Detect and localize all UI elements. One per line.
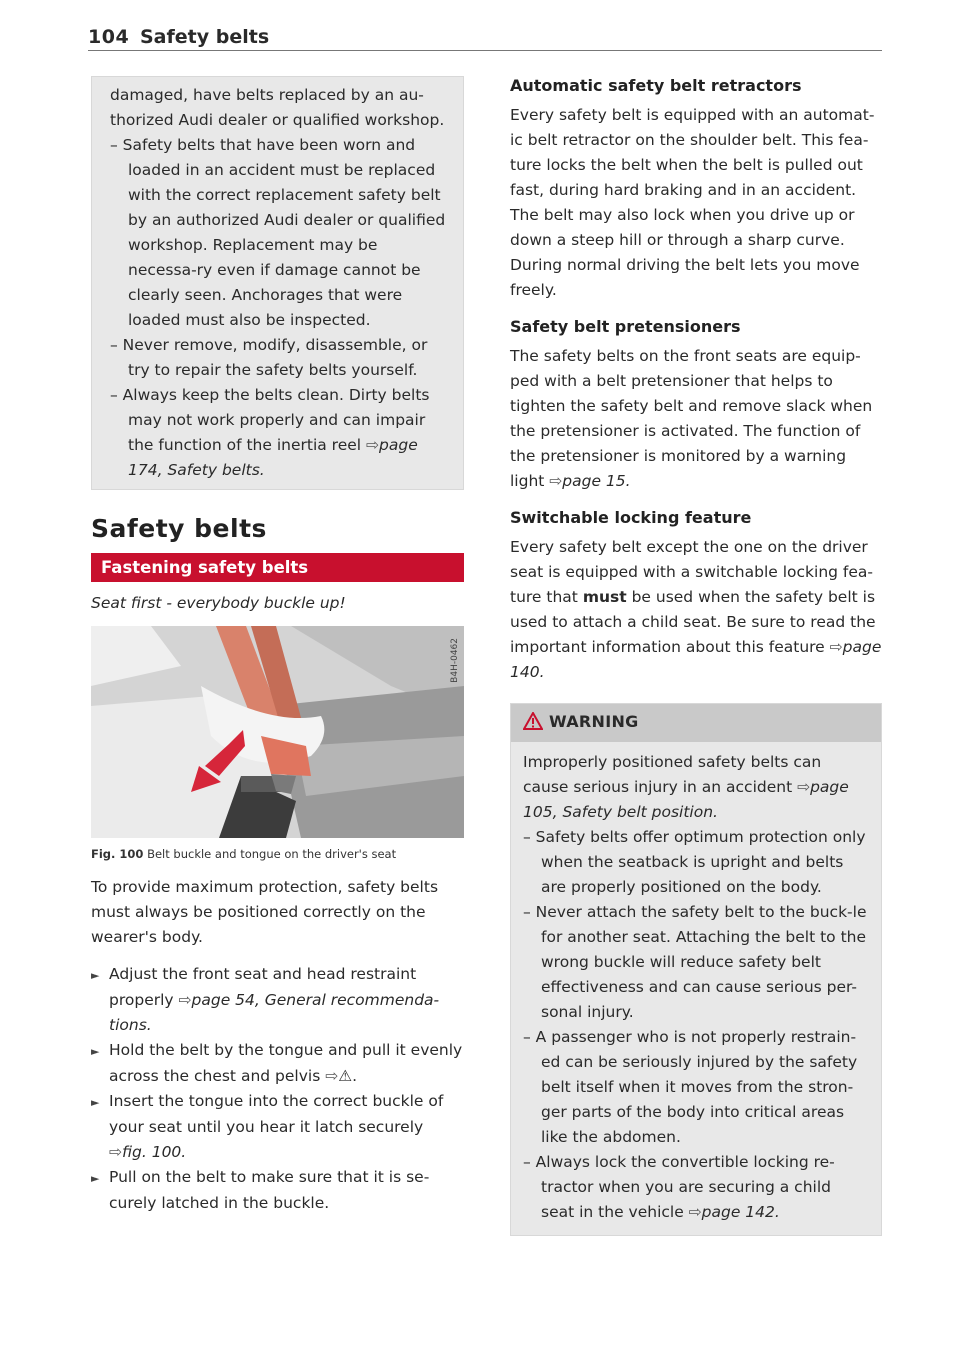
warning-page-link[interactable]: page 142. bbox=[701, 1203, 780, 1221]
figure-caption bbox=[91, 847, 464, 861]
warning-item: – Safety belts offer optimum protection only when the seatback is upright and belts are properly positioned on the body. bbox=[523, 828, 866, 896]
instruction-step: ► Insert the tongue into the correct buckle of your seat until you hear it latch securely ⇨fig. 100. bbox=[91, 1092, 444, 1161]
box-page-link[interactable]: page 174, Safety belts. bbox=[128, 436, 418, 479]
warning-header bbox=[511, 704, 881, 742]
box-item: – Safety belts that have been worn and loaded in an accident must be replaced with the correct replacement safety belt by an authorized Audi dealer or qualified workshop. Replacement may be necessa-ry even if damage cannot be clearly seen. Anchorages that were loaded must also be inspected. bbox=[110, 136, 446, 329]
continued-warning-box bbox=[91, 76, 464, 490]
ref-arrow-icon: ⇨ bbox=[549, 472, 563, 490]
warning-triangle-icon bbox=[523, 712, 543, 734]
box-item-text: – Always keep the belts clean. Dirty belts may not work properly and can impair the function of the inertia reel bbox=[110, 386, 430, 454]
ref-arrow-icon: ⇨ bbox=[178, 991, 192, 1009]
left-column bbox=[91, 76, 464, 1216]
warning-item: – A passenger who is not properly restrain-ed can be seriously injured by the safety belt itself when it moves from the stron-ger parts of the body into critical areas like the abdomen. bbox=[523, 1028, 858, 1146]
header-rule bbox=[88, 50, 882, 51]
section-heading: Automatic safety belt retractors bbox=[510, 76, 802, 95]
section-text: Every safety belt is equipped with an automat-ic belt retractor on the shoulder belt. This fea-ture locks the belt when the belt is pulled out fast, during hard braking and in an accident. The belt may also lock when you drive up or down a steep hill or through a sharp curve. During normal driving the belt lets you move freely. bbox=[510, 106, 875, 299]
ref-arrow-icon: ⇨ bbox=[797, 778, 811, 796]
ref-arrow-icon: ⇨ bbox=[109, 1143, 122, 1161]
belt-buckle-illustration bbox=[91, 626, 464, 838]
figure-caption-text: Belt buckle and tongue on the driver's seat bbox=[147, 847, 397, 861]
warning-item: – Never attach the safety belt to the buck-le for another seat. Attaching the belt to the wrong buckle will reduce safety belt effectiveness and can cause serious per-sonal injury. bbox=[523, 903, 867, 1021]
step-bullet-icon: ► bbox=[91, 1045, 100, 1058]
instruction-step: ► Hold the belt by the tongue and pull it evenly across the chest and pelvis ⇨⚠. bbox=[91, 1041, 463, 1085]
ref-arrow-icon: ⇨ bbox=[688, 1203, 702, 1221]
instruction-step: ► Adjust the front seat and head restraint properly ⇨page 54, General recommenda-tions. bbox=[91, 965, 440, 1034]
intro-text: Seat first - everybody buckle up! bbox=[91, 594, 346, 612]
step-bullet-icon: ► bbox=[91, 1096, 100, 1109]
step-bullet-icon: ► bbox=[91, 969, 100, 982]
ref-arrow-icon: ⇨ bbox=[366, 436, 380, 454]
box-item bbox=[110, 383, 449, 483]
figure-100 bbox=[91, 626, 464, 838]
section-heading: Safety belt pretensioners bbox=[510, 317, 741, 336]
instruction-step: ► Pull on the belt to make sure that it is se-curely latched in the buckle. bbox=[91, 1168, 430, 1212]
chapter-heading: Safety belts bbox=[91, 514, 267, 543]
section-page-link[interactable]: page 140. bbox=[510, 638, 882, 681]
page-number: 104 bbox=[88, 26, 130, 48]
step-figure-link[interactable]: fig. 100. bbox=[122, 1143, 187, 1161]
figure-label: Fig. 100 bbox=[91, 847, 144, 861]
ref-arrow-icon: ⇨ bbox=[325, 1067, 339, 1085]
warning-body bbox=[511, 742, 881, 1235]
ref-arrow-icon: ⇨ bbox=[829, 638, 843, 656]
warning-intro: Improperly positioned safety belts can cause serious injury in an accident ⇨page 105, Safety belt position. bbox=[523, 753, 849, 821]
page-header bbox=[88, 26, 882, 56]
box-continued-text: damaged, have belts replaced by an au-thorized Audi dealer or qualified workshop. bbox=[110, 86, 445, 129]
step-bullet-icon: ► bbox=[91, 1172, 100, 1185]
step-page-link[interactable]: page 54, General recommenda-tions. bbox=[109, 991, 440, 1034]
warning-title: WARNING bbox=[549, 712, 639, 731]
warning-item: – Always lock the convertible locking re-tractor when you are securing a child seat in the vehicle ⇨page 142. bbox=[523, 1153, 835, 1221]
step-warning-link[interactable]: ⚠. bbox=[338, 1067, 358, 1085]
section-title: Safety belts bbox=[140, 26, 270, 48]
emphasis: must bbox=[582, 588, 627, 606]
subsection-heading: Fastening safety belts bbox=[91, 553, 464, 582]
right-column bbox=[510, 76, 882, 1236]
box-item: – Never remove, modify, disassemble, or try to repair the safety belts yourself. bbox=[110, 336, 428, 379]
figure-code: B4H-0462 bbox=[450, 638, 460, 683]
section-text: The safety belts on the front seats are equip-ped with a belt pretensioner that helps to tighten the safety belt and remove slack when the pretensioner is activated. The function of the pretensioner is monitored by a warning light ⇨page 15. bbox=[510, 347, 873, 490]
section-page-link[interactable]: page 15. bbox=[562, 472, 631, 490]
warning-box bbox=[510, 703, 882, 1236]
warning-page-link[interactable]: page 105, Safety belt position. bbox=[523, 778, 849, 821]
section-heading: Switchable locking feature bbox=[510, 508, 752, 527]
section-text: Every safety belt except the one on the driver seat is equipped with a switchable locking fea-ture that must be used when the safety belt is used to attach a child seat. Be sure to read the important information about this feature ⇨page 140. bbox=[510, 538, 882, 681]
body-paragraph: To provide maximum protection, safety belts must always be positioned correctly on the wearer's body. bbox=[91, 878, 439, 946]
